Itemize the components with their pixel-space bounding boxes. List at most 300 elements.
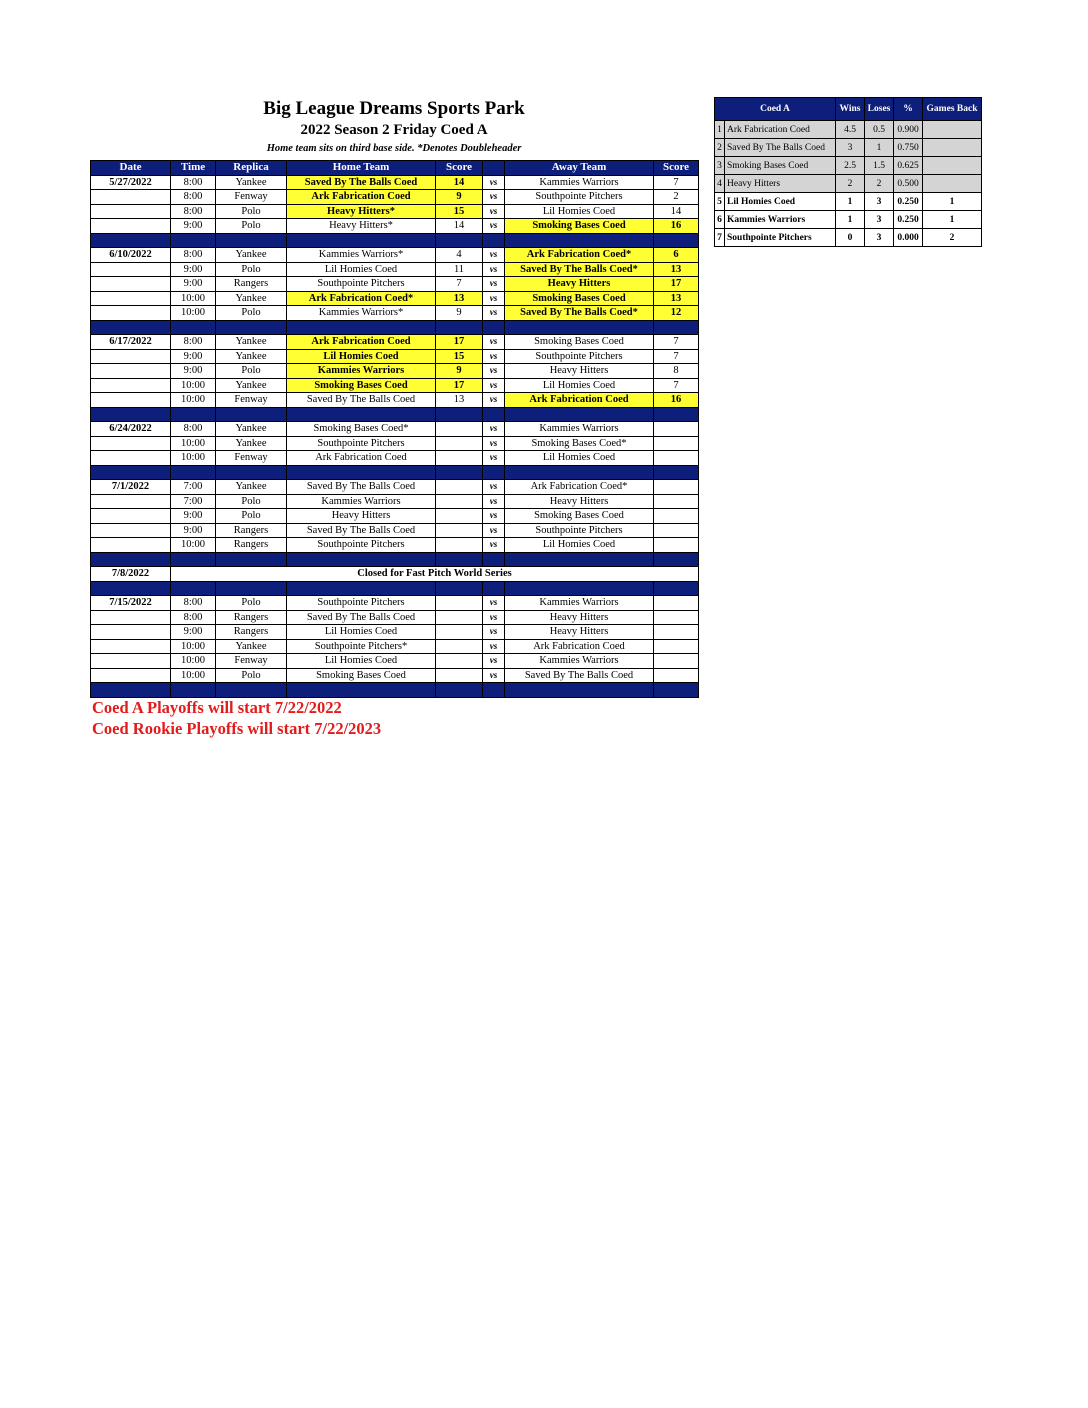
standings-row xyxy=(715,157,982,175)
table-row xyxy=(91,668,699,683)
separator-cell xyxy=(91,683,171,698)
separator-cell xyxy=(436,581,483,596)
game-field: Yankee xyxy=(216,422,287,437)
home-score xyxy=(436,480,483,495)
away-team: Heavy Hitters xyxy=(505,364,654,379)
away-team: Kammies Warriors xyxy=(505,422,654,437)
game-time: 9:00 xyxy=(171,349,216,364)
away-score: 16 xyxy=(654,219,699,234)
standings-team: Smoking Bases Coed xyxy=(725,157,836,175)
away-score xyxy=(654,639,699,654)
vs-label: vs xyxy=(483,509,505,524)
col-away-score: Score xyxy=(654,161,699,176)
table-row xyxy=(91,306,699,321)
separator-cell xyxy=(436,320,483,335)
separator-cell xyxy=(654,407,699,422)
col-home-team: Home Team xyxy=(287,161,436,176)
home-team: Lil Homies Coed xyxy=(287,625,436,640)
game-field: Yankee xyxy=(216,436,287,451)
standings-rank: 1 xyxy=(715,121,725,139)
home-score: 9 xyxy=(436,364,483,379)
home-score xyxy=(436,596,483,611)
game-field: Yankee xyxy=(216,349,287,364)
away-score: 2 xyxy=(654,190,699,205)
week-separator xyxy=(91,581,699,596)
game-date: 6/10/2022 xyxy=(91,248,171,263)
table-row xyxy=(91,248,699,263)
home-team: Ark Fabrication Coed xyxy=(287,451,436,466)
separator-cell xyxy=(483,233,505,248)
away-score xyxy=(654,494,699,509)
away-team: Heavy Hitters xyxy=(505,610,654,625)
game-field: Polo xyxy=(216,306,287,321)
vs-label: vs xyxy=(483,204,505,219)
away-score: 17 xyxy=(654,277,699,292)
vs-label: vs xyxy=(483,335,505,350)
table-row xyxy=(91,262,699,277)
vs-label: vs xyxy=(483,668,505,683)
separator-cell xyxy=(171,683,216,698)
home-score xyxy=(436,668,483,683)
separator-cell xyxy=(216,465,287,480)
home-score: 7 xyxy=(436,277,483,292)
game-time: 8:00 xyxy=(171,175,216,190)
home-team: Kammies Warriors* xyxy=(287,306,436,321)
home-team: Saved By The Balls Coed xyxy=(287,480,436,495)
table-row xyxy=(91,625,699,640)
home-score: 17 xyxy=(436,378,483,393)
table-row xyxy=(91,509,699,524)
schedule-header-row xyxy=(91,161,699,176)
separator-cell xyxy=(436,465,483,480)
game-time: 7:00 xyxy=(171,480,216,495)
away-team: Heavy Hitters xyxy=(505,277,654,292)
game-time: 10:00 xyxy=(171,378,216,393)
home-team: Lil Homies Coed xyxy=(287,349,436,364)
game-field: Rangers xyxy=(216,277,287,292)
vs-label: vs xyxy=(483,248,505,263)
separator-cell xyxy=(216,233,287,248)
standings-row xyxy=(715,193,982,211)
home-team: Heavy Hitters* xyxy=(287,219,436,234)
away-score: 13 xyxy=(654,262,699,277)
standings-wins: 1 xyxy=(836,193,865,211)
standings-wins: 0 xyxy=(836,229,865,247)
home-score: 14 xyxy=(436,175,483,190)
game-date xyxy=(91,219,171,234)
away-team: Smoking Bases Coed* xyxy=(505,436,654,451)
standings-team: Lil Homies Coed xyxy=(725,193,836,211)
separator-cell xyxy=(91,465,171,480)
standings-wins: 3 xyxy=(836,139,865,157)
separator-cell xyxy=(91,233,171,248)
game-time: 8:00 xyxy=(171,335,216,350)
separator-cell xyxy=(436,683,483,698)
game-time: 9:00 xyxy=(171,509,216,524)
table-row xyxy=(91,451,699,466)
separator-cell xyxy=(91,407,171,422)
standings-games-back: 2 xyxy=(923,229,982,247)
away-team: Lil Homies Coed xyxy=(505,204,654,219)
separator-cell xyxy=(171,407,216,422)
home-score xyxy=(436,509,483,524)
page-title: Big League Dreams Sports Park xyxy=(263,98,525,119)
game-field: Rangers xyxy=(216,625,287,640)
game-time: 10:00 xyxy=(171,291,216,306)
game-time: 10:00 xyxy=(171,306,216,321)
game-time: 9:00 xyxy=(171,262,216,277)
vs-label: vs xyxy=(483,436,505,451)
separator-cell xyxy=(654,320,699,335)
separator-cell xyxy=(436,407,483,422)
away-team: Saved By The Balls Coed xyxy=(505,668,654,683)
game-date xyxy=(91,393,171,408)
game-time: 9:00 xyxy=(171,523,216,538)
home-score: 17 xyxy=(436,335,483,350)
away-score: 7 xyxy=(654,335,699,350)
away-score xyxy=(654,436,699,451)
home-team: Saved By The Balls Coed xyxy=(287,523,436,538)
vs-label: vs xyxy=(483,610,505,625)
game-field: Polo xyxy=(216,262,287,277)
table-row xyxy=(91,538,699,553)
standings-rank: 4 xyxy=(715,175,725,193)
game-date xyxy=(91,494,171,509)
away-score xyxy=(654,610,699,625)
game-date: 7/15/2022 xyxy=(91,596,171,611)
table-row xyxy=(91,393,699,408)
page-subtitle: 2022 Season 2 Friday Coed A xyxy=(300,122,488,138)
standings-wins: 4.5 xyxy=(836,121,865,139)
separator-cell xyxy=(505,581,654,596)
vs-label: vs xyxy=(483,422,505,437)
standings-pct: 0.250 xyxy=(894,211,923,229)
game-date xyxy=(91,668,171,683)
home-team: Kammies Warriors xyxy=(287,364,436,379)
table-row xyxy=(91,378,699,393)
home-score: 15 xyxy=(436,204,483,219)
away-team: Smoking Bases Coed xyxy=(505,291,654,306)
away-team: Ark Fabrication Coed* xyxy=(505,248,654,263)
standings-losses: 3 xyxy=(865,211,894,229)
separator-cell xyxy=(287,407,436,422)
game-date xyxy=(91,378,171,393)
separator-cell xyxy=(483,552,505,567)
standings-pct: 0.750 xyxy=(894,139,923,157)
standings-team: Southpointe Pitchers xyxy=(725,229,836,247)
standings-games-back xyxy=(923,139,982,157)
table-row xyxy=(91,335,699,350)
separator-cell xyxy=(171,465,216,480)
away-team: Kammies Warriors xyxy=(505,175,654,190)
away-score: 7 xyxy=(654,175,699,190)
game-date xyxy=(91,364,171,379)
playoffs-note-coed-rookie: Coed Rookie Playoffs will start 7/22/2023 xyxy=(92,719,382,738)
col-away-team: Away Team xyxy=(505,161,654,176)
playoffs-note-coed-a: Coed A Playoffs will start 7/22/2022 xyxy=(92,698,342,717)
separator-cell xyxy=(287,683,436,698)
home-score xyxy=(436,523,483,538)
separator-cell xyxy=(654,552,699,567)
game-date xyxy=(91,277,171,292)
separator-cell xyxy=(505,320,654,335)
game-field: Polo xyxy=(216,509,287,524)
separator-cell xyxy=(287,552,436,567)
game-field: Polo xyxy=(216,494,287,509)
table-row xyxy=(91,480,699,495)
home-score: 14 xyxy=(436,219,483,234)
game-time: 10:00 xyxy=(171,451,216,466)
table-row xyxy=(91,654,699,669)
table-row xyxy=(91,567,699,582)
standings-row xyxy=(715,121,982,139)
away-team: Ark Fabrication Coed xyxy=(505,639,654,654)
standings-row xyxy=(715,211,982,229)
game-date xyxy=(91,451,171,466)
away-team: Lil Homies Coed xyxy=(505,378,654,393)
col-date: Date xyxy=(91,161,171,176)
vs-label: vs xyxy=(483,364,505,379)
standings-games-back: 1 xyxy=(923,193,982,211)
separator-cell xyxy=(171,233,216,248)
away-team: Southpointe Pitchers xyxy=(505,349,654,364)
away-score: 6 xyxy=(654,248,699,263)
separator-cell xyxy=(505,552,654,567)
away-team: Lil Homies Coed xyxy=(505,538,654,553)
away-score xyxy=(654,451,699,466)
home-score: 13 xyxy=(436,393,483,408)
game-time: 8:00 xyxy=(171,248,216,263)
home-team: Heavy Hitters xyxy=(287,509,436,524)
away-score xyxy=(654,654,699,669)
game-field: Polo xyxy=(216,204,287,219)
game-field: Polo xyxy=(216,596,287,611)
home-team: Lil Homies Coed xyxy=(287,654,436,669)
away-score: 13 xyxy=(654,291,699,306)
table-row xyxy=(91,291,699,306)
home-score xyxy=(436,436,483,451)
standings-wins: 2.5 xyxy=(836,157,865,175)
separator-cell xyxy=(483,465,505,480)
game-date: 7/1/2022 xyxy=(91,480,171,495)
away-team: Smoking Bases Coed xyxy=(505,219,654,234)
game-date xyxy=(91,639,171,654)
game-date xyxy=(91,625,171,640)
separator-cell xyxy=(436,552,483,567)
game-time: 8:00 xyxy=(171,190,216,205)
home-team: Smoking Bases Coed* xyxy=(287,422,436,437)
home-team: Smoking Bases Coed xyxy=(287,668,436,683)
game-time: 9:00 xyxy=(171,219,216,234)
separator-cell xyxy=(171,552,216,567)
away-team: Smoking Bases Coed xyxy=(505,509,654,524)
separator-cell xyxy=(505,465,654,480)
table-row xyxy=(91,596,699,611)
away-score xyxy=(654,509,699,524)
table-row xyxy=(91,610,699,625)
game-field: Yankee xyxy=(216,248,287,263)
separator-cell xyxy=(505,407,654,422)
away-team: Saved By The Balls Coed* xyxy=(505,262,654,277)
away-score xyxy=(654,480,699,495)
home-score xyxy=(436,538,483,553)
game-time: 10:00 xyxy=(171,436,216,451)
away-score: 12 xyxy=(654,306,699,321)
standings-col-pct: % xyxy=(894,98,923,121)
game-date xyxy=(91,523,171,538)
game-date xyxy=(91,291,171,306)
standings-games-back xyxy=(923,175,982,193)
away-team: Southpointe Pitchers xyxy=(505,523,654,538)
col-home-score: Score xyxy=(436,161,483,176)
game-field: Yankee xyxy=(216,639,287,654)
game-time: 8:00 xyxy=(171,204,216,219)
away-score xyxy=(654,625,699,640)
separator-cell xyxy=(216,581,287,596)
standings-col-division: Coed A xyxy=(715,98,836,121)
home-score: 13 xyxy=(436,291,483,306)
vs-label: vs xyxy=(483,596,505,611)
table-row xyxy=(91,204,699,219)
vs-label: vs xyxy=(483,219,505,234)
separator-cell xyxy=(287,465,436,480)
table-row xyxy=(91,436,699,451)
separator-cell xyxy=(654,465,699,480)
game-time: 9:00 xyxy=(171,625,216,640)
away-team: Kammies Warriors xyxy=(505,596,654,611)
standings-games-back xyxy=(923,121,982,139)
separator-cell xyxy=(216,407,287,422)
separator-cell xyxy=(216,683,287,698)
game-date: 5/27/2022 xyxy=(91,175,171,190)
game-date xyxy=(91,538,171,553)
home-team: Ark Fabrication Coed xyxy=(287,335,436,350)
away-score: 7 xyxy=(654,349,699,364)
away-team: Ark Fabrication Coed* xyxy=(505,480,654,495)
away-score: 16 xyxy=(654,393,699,408)
home-team: Smoking Bases Coed xyxy=(287,378,436,393)
vs-label: vs xyxy=(483,378,505,393)
game-date xyxy=(91,436,171,451)
table-row xyxy=(91,175,699,190)
standings-row xyxy=(715,175,982,193)
game-time: 7:00 xyxy=(171,494,216,509)
separator-cell xyxy=(171,581,216,596)
standings-team: Kammies Warriors xyxy=(725,211,836,229)
game-date: 6/17/2022 xyxy=(91,335,171,350)
game-date: 7/8/2022 xyxy=(91,567,171,582)
game-field: Polo xyxy=(216,364,287,379)
game-field: Rangers xyxy=(216,538,287,553)
separator-cell xyxy=(654,581,699,596)
vs-label: vs xyxy=(483,451,505,466)
standings-losses: 3 xyxy=(865,229,894,247)
standings-pct: 0.250 xyxy=(894,193,923,211)
game-date xyxy=(91,610,171,625)
vs-label: vs xyxy=(483,393,505,408)
standings-row xyxy=(715,139,982,157)
game-time: 8:00 xyxy=(171,596,216,611)
table-row xyxy=(91,349,699,364)
home-score xyxy=(436,494,483,509)
standings-pct: 0.625 xyxy=(894,157,923,175)
week-separator xyxy=(91,552,699,567)
vs-label: vs xyxy=(483,480,505,495)
vs-label: vs xyxy=(483,190,505,205)
standings-team: Saved By The Balls Coed xyxy=(725,139,836,157)
away-team: Kammies Warriors xyxy=(505,654,654,669)
game-field: Polo xyxy=(216,668,287,683)
game-time: 10:00 xyxy=(171,639,216,654)
home-score xyxy=(436,625,483,640)
away-team: Heavy Hitters xyxy=(505,494,654,509)
game-time: 10:00 xyxy=(171,668,216,683)
standings-games-back xyxy=(923,157,982,175)
away-team: Ark Fabrication Coed xyxy=(505,393,654,408)
game-date xyxy=(91,190,171,205)
standings-pct: 0.500 xyxy=(894,175,923,193)
away-score xyxy=(654,422,699,437)
home-score xyxy=(436,654,483,669)
week-separator xyxy=(91,683,699,698)
vs-label: vs xyxy=(483,654,505,669)
away-score: 7 xyxy=(654,378,699,393)
game-field: Rangers xyxy=(216,523,287,538)
separator-cell xyxy=(287,320,436,335)
col-time: Time xyxy=(171,161,216,176)
home-team: Kammies Warriors* xyxy=(287,248,436,263)
table-row xyxy=(91,523,699,538)
away-score xyxy=(654,668,699,683)
separator-cell xyxy=(91,552,171,567)
separator-cell xyxy=(505,683,654,698)
standings-header-row xyxy=(715,98,982,121)
game-field: Polo xyxy=(216,219,287,234)
col-replica: Replica xyxy=(216,161,287,176)
home-score xyxy=(436,610,483,625)
week-separator xyxy=(91,407,699,422)
vs-label: vs xyxy=(483,494,505,509)
table-row xyxy=(91,494,699,509)
away-team: Lil Homies Coed xyxy=(505,451,654,466)
standings-team: Heavy Hitters xyxy=(725,175,836,193)
standings-rank: 7 xyxy=(715,229,725,247)
standings-team: Ark Fabrication Coed xyxy=(725,121,836,139)
separator-cell xyxy=(483,407,505,422)
separator-cell xyxy=(483,581,505,596)
separator-cell xyxy=(216,320,287,335)
home-team: Southpointe Pitchers xyxy=(287,538,436,553)
away-score: 8 xyxy=(654,364,699,379)
home-score: 9 xyxy=(436,190,483,205)
standings-losses: 3 xyxy=(865,193,894,211)
week-separator xyxy=(91,233,699,248)
game-date: 6/24/2022 xyxy=(91,422,171,437)
home-team: Southpointe Pitchers xyxy=(287,277,436,292)
separator-cell xyxy=(483,320,505,335)
game-time: 9:00 xyxy=(171,277,216,292)
standings-table xyxy=(714,97,982,247)
home-team: Southpointe Pitchers xyxy=(287,596,436,611)
home-team: Lil Homies Coed xyxy=(287,262,436,277)
game-field: Rangers xyxy=(216,610,287,625)
standings-losses: 2 xyxy=(865,175,894,193)
vs-label: vs xyxy=(483,262,505,277)
home-team: Southpointe Pitchers xyxy=(287,436,436,451)
game-time: 9:00 xyxy=(171,364,216,379)
standings-rank: 5 xyxy=(715,193,725,211)
standings-rank: 6 xyxy=(715,211,725,229)
